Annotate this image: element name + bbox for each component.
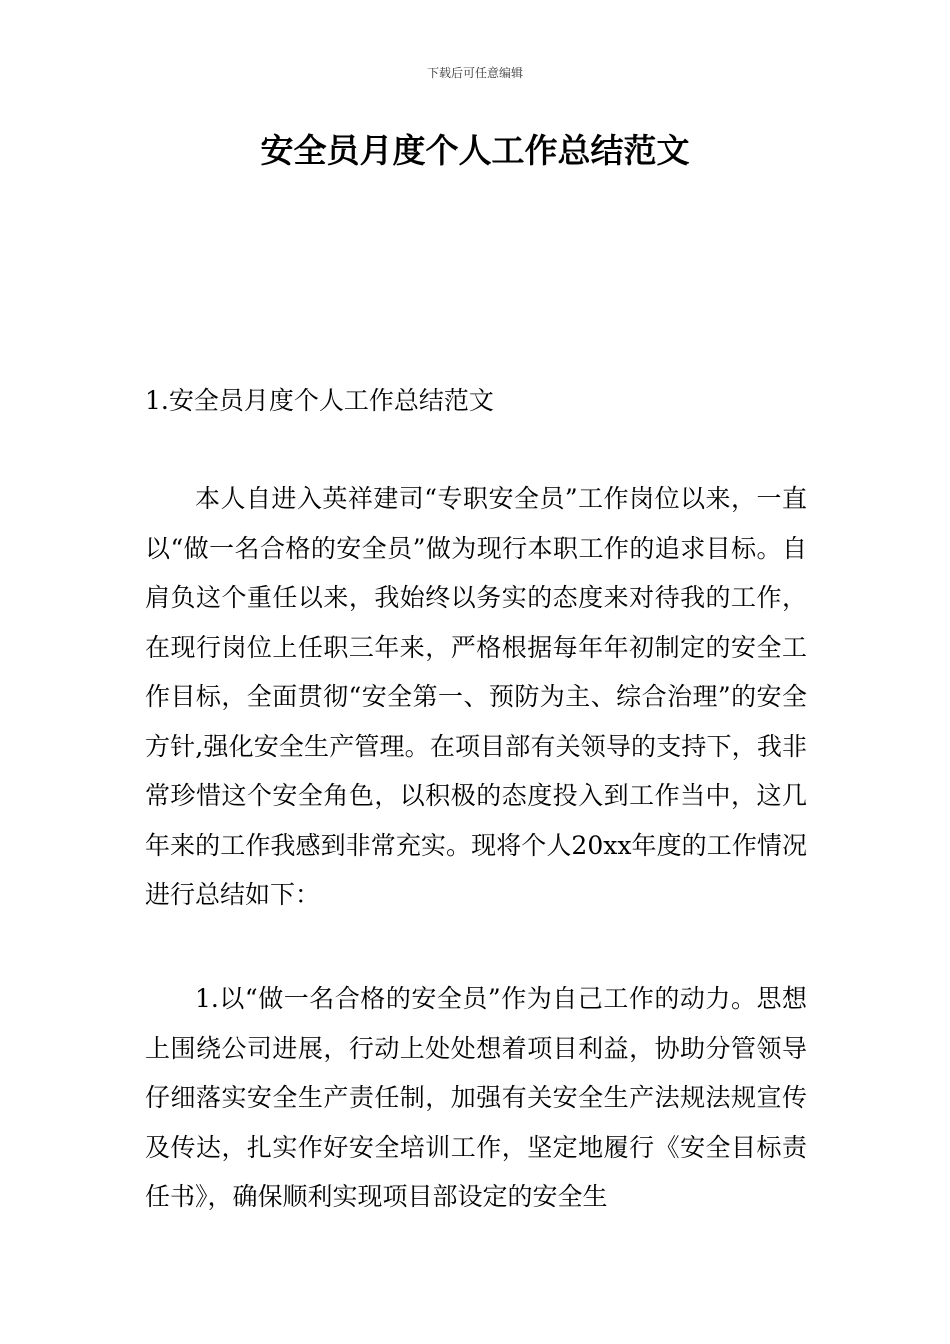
body-paragraph-point-1: 1.以“做一名合格的安全员”作为自己工作的动力。思想上围绕公司进展，行动上处处想着项目利益，协助分管领导仔细落实安全生产责任制，加强有关安全生产法规法规宣传及传达，扎实作好安全培训工作，坚定地履行《安全目标责任书》，确保顺利实现项目部设定的安全生 (145, 984, 807, 1211)
section-heading: 1.安全员月度个人工作总结范文 (145, 386, 494, 415)
body-paragraph-intro: 本人自进入英祥建司“专职安全员”工作岗位以来，一直以“做一名合格的安全员”做为现行本职工作的追求目标。自肩负这个重任以来，我始终以务实的态度来对待我的工作，在现行岗位上任职三年来，严格根据每年年初制定的安全工作目标，全面贯彻“安全第一、预防为主、综合治理”的安全方针,强化安全生产管理。在项目部有关领导的支持下，我非常珍惜这个安全角色，以积极的态度投入到工作当中，这几年来的工作我感到非常充实。现将个人20xx年度的工作情况进行总结如下： (145, 484, 807, 909)
document-title: 安全员月度个人工作总结范文 (260, 131, 690, 170)
header-note: 下载后可任意编辑 (426, 66, 523, 80)
